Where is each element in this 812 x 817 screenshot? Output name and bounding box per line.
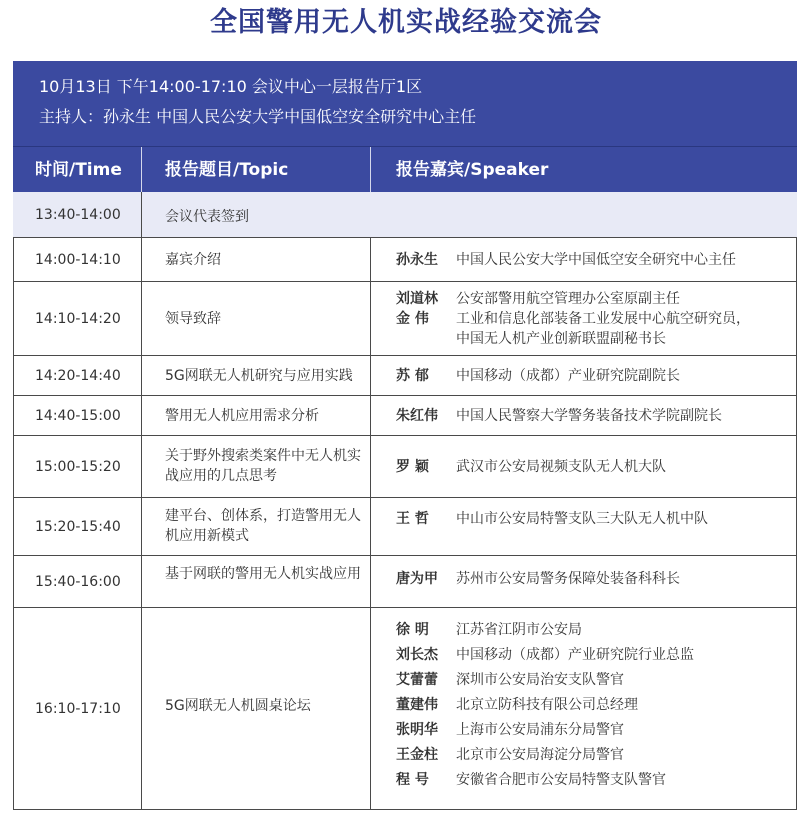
column-divider — [141, 282, 142, 355]
header-divider — [370, 147, 371, 193]
speaker-name: 董建伟 — [396, 697, 438, 713]
row-topic: 5G网联无人机圆桌论坛 — [165, 698, 311, 714]
header-divider — [141, 147, 142, 193]
column-divider — [141, 436, 142, 497]
speaker-line — [396, 309, 750, 329]
speaker-line — [396, 366, 680, 386]
speaker-line — [396, 457, 666, 477]
row-time: 14:10-14:20 — [35, 311, 121, 327]
speaker-line — [396, 250, 736, 270]
speaker-line — [396, 289, 680, 309]
column-divider — [370, 498, 371, 555]
speaker-title: 中山市公安局特警支队三大队无人机中队 — [456, 511, 708, 527]
row-topic: 建平台、创体系，打造警用无人机应用新模式 — [165, 508, 361, 544]
column-divider — [370, 356, 371, 395]
row-time: 13:40-14:00 — [35, 207, 121, 223]
speaker-line — [396, 645, 694, 665]
row-topic: 基于网联的警用无人机实战应用 — [165, 566, 361, 582]
speaker-title: 武汉市公安局视频支队无人机大队 — [456, 459, 666, 475]
schedule-row — [13, 556, 797, 608]
column-divider — [141, 356, 142, 395]
speaker-name: 艾蕾蕾 — [396, 672, 438, 688]
column-divider — [141, 238, 142, 281]
schedule-row — [13, 608, 797, 810]
speaker-title: 苏州市公安局警务保障处装备科科长 — [456, 571, 680, 587]
speaker-name: 王 哲 — [396, 511, 429, 527]
speaker-title: 深圳市公安局治安支队警官 — [456, 672, 624, 688]
row-topic: 会议代表签到 — [165, 209, 249, 225]
row-time: 14:20-14:40 — [35, 368, 121, 384]
column-divider — [370, 556, 371, 607]
speaker-line — [396, 329, 666, 349]
speaker-name: 朱红伟 — [396, 408, 438, 424]
column-divider — [141, 192, 142, 237]
speaker-title: 北京立防科技有限公司总经理 — [456, 697, 638, 713]
header-speaker: 报告嘉宾/Speaker — [396, 160, 549, 180]
speaker-name: 程 号 — [396, 772, 429, 788]
column-divider — [370, 436, 371, 497]
speaker-title: 江苏省江阴市公安局 — [456, 622, 582, 638]
schedule-row — [13, 396, 797, 436]
speaker-line — [396, 509, 708, 529]
speaker-title: 安徽省合肥市公安局特警支队警官 — [456, 772, 666, 788]
row-topic: 警用无人机应用需求分析 — [165, 408, 319, 424]
speaker-title: 中国移动（成都）产业研究院副院长 — [456, 368, 680, 384]
schedule-row — [13, 238, 797, 282]
header-topic: 报告题目/Topic — [165, 160, 289, 180]
schedule-row — [13, 436, 797, 498]
speaker-name: 金 伟 — [396, 311, 429, 327]
column-divider — [141, 608, 142, 810]
row-time: 14:40-15:00 — [35, 408, 121, 424]
speaker-line — [396, 720, 624, 740]
speaker-title: 上海市公安局浦东分局警官 — [456, 722, 624, 738]
row-topic: 关于野外搜索类案件中无人机实战应用的几点思考 — [165, 448, 361, 484]
row-time: 14:00-14:10 — [35, 252, 121, 268]
speaker-name: 苏 郁 — [396, 368, 429, 384]
column-divider — [370, 238, 371, 281]
session-info-banner — [13, 61, 797, 146]
session-host: 主持人：孙永生 中国人民公安大学中国低空安全研究中心主任 — [39, 107, 477, 126]
speaker-name: 张明华 — [396, 722, 438, 738]
speaker-title: 中国人民警察大学警务装备技术学院副院长 — [456, 408, 722, 424]
row-topic: 嘉宾介绍 — [165, 252, 221, 268]
speaker-title: 公安部警用航空管理办公室原副主任 — [456, 291, 680, 307]
row-topic: 5G网联无人机研究与应用实践 — [165, 368, 353, 384]
column-divider — [370, 396, 371, 435]
speaker-line — [396, 620, 582, 640]
column-divider — [370, 608, 371, 810]
session-datetime-venue: 10月13日 下午14:00-17:10 会议中心一层报告厅1区 — [39, 77, 423, 96]
page-title: 全国警用无人机实战经验交流会 — [210, 7, 602, 38]
speaker-name: 罗 颖 — [396, 459, 429, 475]
row-time: 15:00-15:20 — [35, 459, 121, 475]
speaker-name: 刘长杰 — [396, 647, 438, 663]
speaker-name: 刘道林 — [396, 291, 438, 307]
speaker-line — [396, 770, 666, 790]
row-time: 15:40-16:00 — [35, 574, 121, 590]
speaker-line — [396, 569, 680, 589]
schedule-row — [13, 356, 797, 396]
speaker-line — [396, 695, 638, 715]
speaker-title: 中国移动（成都）产业研究院行业总监 — [456, 647, 694, 663]
schedule-row — [13, 498, 797, 556]
speaker-line — [396, 670, 624, 690]
speaker-title: 中国无人机产业创新联盟副秘书长 — [456, 331, 666, 347]
speaker-title: 工业和信息化部装备工业发展中心航空研究员， — [456, 311, 750, 327]
column-divider — [370, 282, 371, 355]
schedule-row — [13, 192, 797, 238]
schedule-row — [13, 282, 797, 356]
speaker-name: 王金柱 — [396, 747, 438, 763]
speaker-line — [396, 406, 722, 426]
row-topic: 领导致辞 — [165, 311, 221, 327]
speaker-name: 徐 明 — [396, 622, 429, 638]
speaker-name: 孙永生 — [396, 252, 438, 268]
row-time: 15:20-15:40 — [35, 519, 121, 535]
row-time: 16:10-17:10 — [35, 701, 121, 717]
speaker-title: 中国人民公安大学中国低空安全研究中心主任 — [456, 252, 736, 268]
column-divider — [141, 396, 142, 435]
schedule-header — [13, 146, 797, 193]
speaker-title: 北京市公安局海淀分局警官 — [456, 747, 624, 763]
header-time: 时间/Time — [35, 160, 122, 180]
speaker-name: 唐为甲 — [396, 571, 438, 587]
speaker-line — [396, 745, 624, 765]
column-divider — [141, 498, 142, 555]
column-divider — [141, 556, 142, 607]
